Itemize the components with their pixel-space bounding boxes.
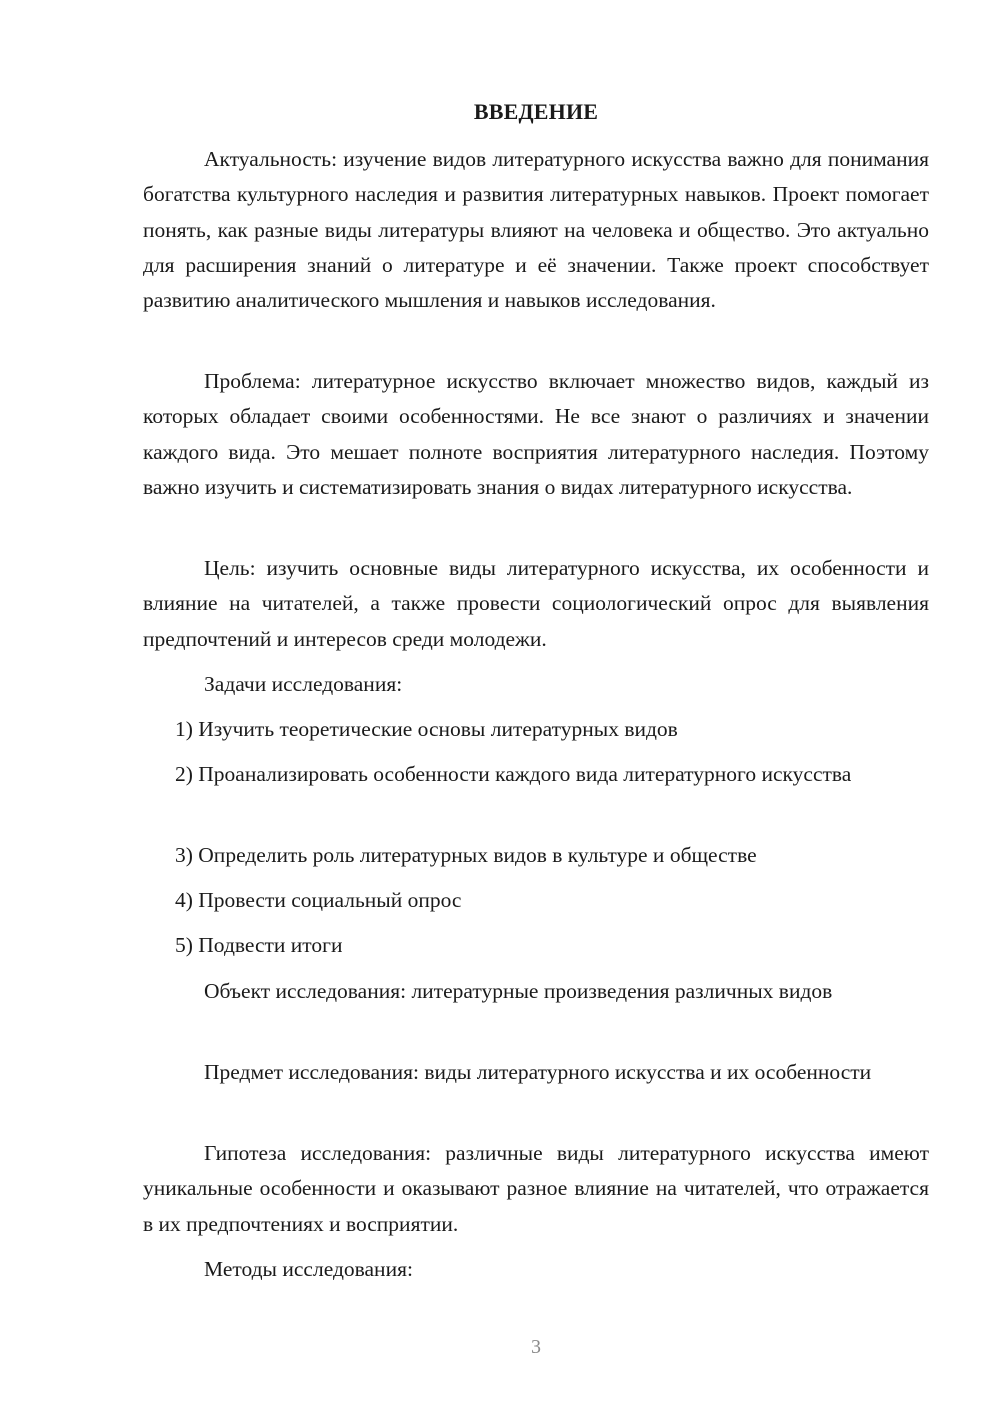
goal-paragraph: Цель: изучить основные виды литературного искусства, их особенности и влияние на читателей, а также провести социологический опрос для выявления предпочтений и интересов среди молодежи. bbox=[143, 556, 929, 651]
subject-paragraph: Предмет исследования: виды литературного искусства и их особенности bbox=[204, 1060, 872, 1084]
task-item-2: 2) Проанализировать особенности каждого вида литературного искусства bbox=[175, 762, 852, 786]
task-item-4: 4) Провести социальный опрос bbox=[175, 888, 462, 912]
tasks-title: Задачи исследования: bbox=[204, 672, 403, 696]
relevance-paragraph: Актуальность: изучение видов литературного искусства важно для понимания богатства культурного наследия и развития литературных навыков. Проект помогает понять, как разные виды литературы влияют на человека и общество. Это актуально для расширения знаний о литературе и её значении. Также проект способствует развитию аналитического мышления и навыков исследования. bbox=[143, 147, 929, 313]
task-item-5: 5) Подвести итоги bbox=[175, 933, 343, 957]
task-item-3: 3) Определить роль литературных видов в культуре и обществе bbox=[175, 843, 757, 867]
hypothesis-paragraph: Гипотеза исследования: различные виды литературного искусства имеют уникальные особенности и оказывают разное влияние на читателей, что отражается в их предпочтениях и восприятии. bbox=[143, 1141, 929, 1236]
problem-paragraph: Проблема: литературное искусство включает множество видов, каждый из которых обладает своими особенностями. Не все знают о различиях и значении каждого вида. Это мешает полноте восприятия литературного наследия. Поэтому важно изучить и систематизировать знания о видах литературного искусства. bbox=[143, 369, 929, 499]
object-paragraph: Объект исследования: литературные произведения различных видов bbox=[204, 979, 833, 1003]
methods-paragraph: Методы исследования: bbox=[204, 1257, 413, 1281]
task-item-1: 1) Изучить теоретические основы литературных видов bbox=[175, 717, 678, 741]
page-number: 3 bbox=[531, 1336, 541, 1358]
page-title: ВВЕДЕНИЕ bbox=[473, 99, 599, 124]
